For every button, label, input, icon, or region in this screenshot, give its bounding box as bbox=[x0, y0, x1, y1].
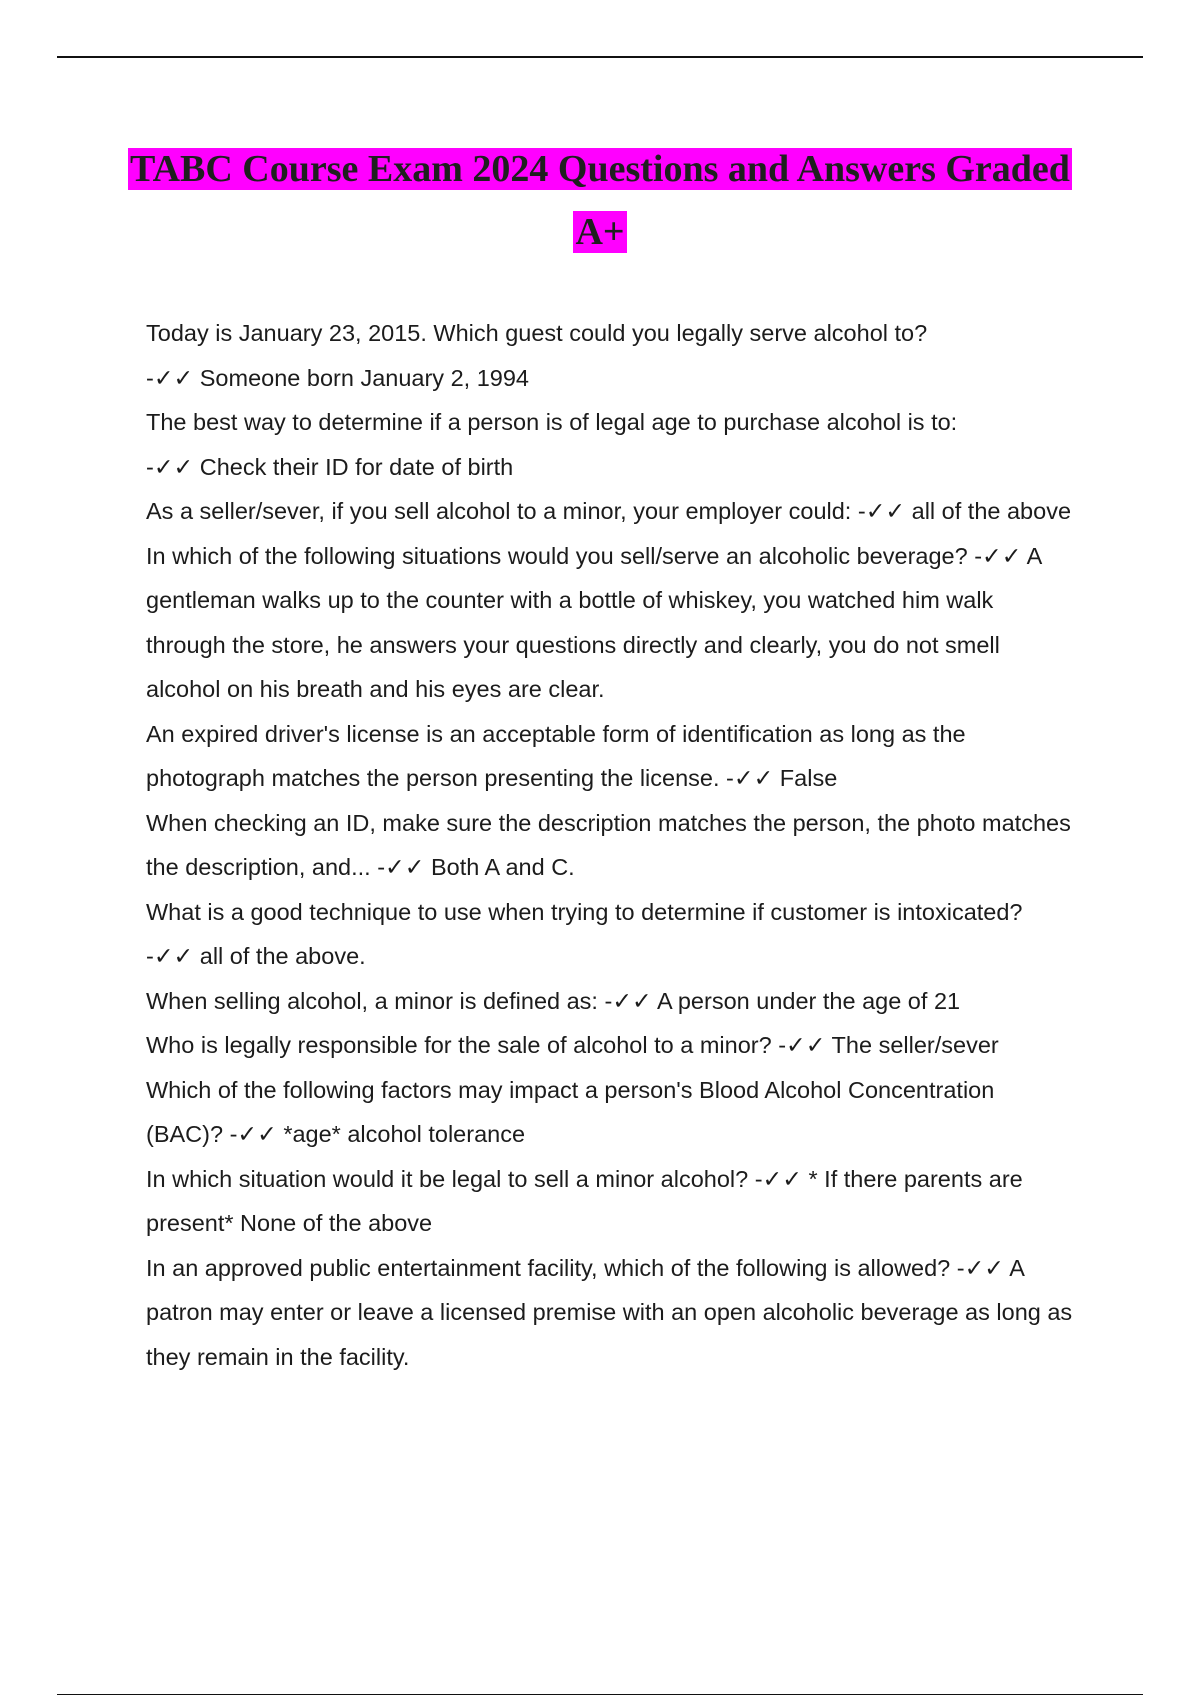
question-text: In which of the following situations would you sell/serve an alcoholic beverage? bbox=[146, 542, 968, 569]
check-marks: -✓✓ bbox=[956, 1254, 1004, 1281]
check-marks: -✓✓ bbox=[754, 1165, 802, 1192]
question-text: What is a good technique to use when trying to determine if customer is intoxicated? bbox=[146, 898, 1023, 925]
check-marks: -✓✓ bbox=[146, 453, 194, 480]
check-marks: -✓✓ bbox=[377, 854, 425, 880]
answer-text: * If there parents are present* None of the above bbox=[146, 1165, 1023, 1236]
question-text: As a seller/sever, if you sell alcohol to a minor, your employer could: bbox=[146, 498, 852, 524]
qa-item bbox=[146, 979, 1076, 1024]
bottom-rule bbox=[57, 1694, 1143, 1695]
qa-item bbox=[146, 890, 1076, 979]
title-line-2: A+ bbox=[575, 211, 625, 253]
top-rule bbox=[57, 56, 1143, 58]
qa-item bbox=[146, 400, 1076, 489]
qa-item bbox=[146, 534, 1076, 712]
qa-item bbox=[146, 1023, 1076, 1068]
document-title bbox=[60, 138, 1140, 264]
check-marks: -✓✓ bbox=[146, 943, 194, 969]
question-text: An expired driver's license is an acceptable form of identification as long as the photograph matches the person presenting the license. bbox=[146, 720, 966, 791]
question-text: In which situation would it be legal to sell a minor alcohol? bbox=[146, 1165, 749, 1192]
qa-item bbox=[146, 712, 1076, 801]
question-text: In an approved public entertainment facility, which of the following is allowed? bbox=[146, 1254, 951, 1281]
question-text: Today is January 23, 2015. Which guest could you legally serve alcohol to? bbox=[146, 320, 928, 346]
answer-text: Someone born January 2, 1994 bbox=[199, 364, 529, 391]
qa-item bbox=[146, 311, 1076, 400]
answer-text: A patron may enter or leave a licensed premise with an open alcoholic beverage as long as they remain in the facility. bbox=[146, 1254, 1073, 1370]
question-text: When checking an ID, make sure the description matches the person, the photo matches the description, and... bbox=[146, 809, 1071, 880]
check-marks: -✓✓ bbox=[146, 364, 194, 391]
qa-item bbox=[146, 489, 1076, 534]
check-marks: -✓✓ bbox=[974, 542, 1022, 569]
qa-list bbox=[146, 311, 1076, 1379]
qa-item bbox=[146, 1157, 1076, 1246]
check-marks: -✓✓ bbox=[229, 1121, 277, 1147]
answer-text: all of the above bbox=[911, 498, 1072, 524]
answer-text: Both A and C. bbox=[430, 854, 575, 880]
qa-item bbox=[146, 801, 1076, 890]
answer-text: A person under the age of 21 bbox=[656, 987, 961, 1014]
check-marks: -✓✓ bbox=[726, 765, 774, 791]
question-text: Who is legally responsible for the sale of alcohol to a minor? bbox=[146, 1032, 772, 1058]
check-marks: -✓✓ bbox=[857, 498, 906, 524]
qa-item bbox=[146, 1068, 1076, 1157]
answer-text: all of the above. bbox=[199, 943, 366, 969]
answer-text: *age* alcohol tolerance bbox=[283, 1121, 526, 1147]
question-text: The best way to determine if a person is of legal age to purchase alcohol is to: bbox=[146, 409, 958, 435]
question-text: When selling alcohol, a minor is defined as: bbox=[146, 987, 598, 1014]
question-text: Which of the following factors may impact a person's Blood Alcohol Concentration (BAC)? bbox=[146, 1076, 995, 1147]
answer-text: False bbox=[779, 765, 838, 791]
answer-text: The seller/sever bbox=[831, 1032, 999, 1058]
answer-text: Check their ID for date of birth bbox=[199, 453, 514, 480]
answer-text: A gentleman walks up to the counter with a bottle of whiskey, you watched him walk through the store, he answers your questions directly and clearly, you do not smell alcohol on his breath and his eyes are clear. bbox=[146, 542, 1042, 702]
check-marks: -✓✓ bbox=[778, 1032, 826, 1058]
check-marks: -✓✓ bbox=[604, 987, 652, 1014]
title-line-1: TABC Course Exam 2024 Questions and Answers Graded bbox=[130, 148, 1070, 190]
qa-item bbox=[146, 1246, 1076, 1380]
